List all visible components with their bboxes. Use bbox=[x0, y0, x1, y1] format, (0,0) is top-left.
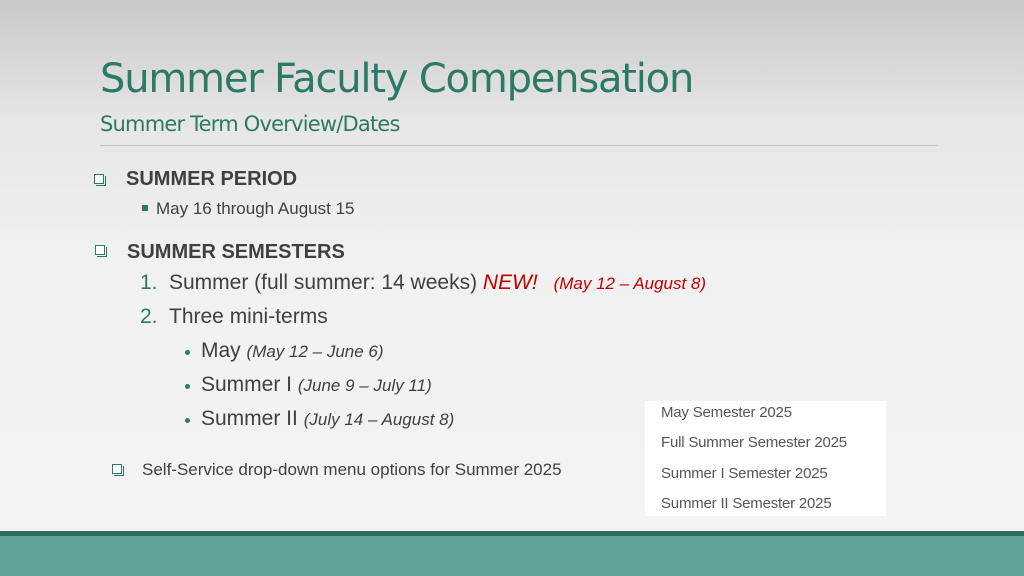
mini-term-name: Summer II bbox=[201, 407, 298, 430]
menu-option-full-summer-semester[interactable]: Full Summer Semester 2025 bbox=[661, 434, 847, 451]
menu-option-summer-i-semester[interactable]: Summer I Semester 2025 bbox=[661, 465, 828, 482]
semester-item-full-summer bbox=[169, 271, 706, 295]
hollow-square-icon bbox=[95, 245, 105, 255]
mini-term-dates: (June 9 – July 11) bbox=[297, 376, 432, 395]
mini-term-name: Summer I bbox=[201, 373, 293, 396]
mini-term-name: May bbox=[201, 339, 241, 362]
menu-option-may-semester[interactable]: May Semester 2025 bbox=[661, 404, 792, 421]
title-divider bbox=[100, 145, 938, 146]
semester-dates: (May 12 – August 8) bbox=[553, 274, 707, 293]
menu-option-summer-ii-semester[interactable]: Summer II Semester 2025 bbox=[661, 495, 832, 512]
semester-number: 2. bbox=[140, 305, 158, 328]
self-service-text: Self-Service drop-down menu options for Summer 2025 bbox=[142, 460, 562, 479]
slide-title: Summer Faculty Compensation bbox=[100, 56, 694, 102]
footer-band bbox=[0, 536, 1024, 576]
summer-period-detail: May 16 through August 15 bbox=[156, 199, 355, 218]
semester-label: Summer (full summer: 14 weeks) bbox=[169, 271, 478, 294]
mini-term-dates: (May 12 – June 6) bbox=[246, 342, 384, 361]
mini-term-dates: (July 14 – August 8) bbox=[303, 410, 455, 429]
hollow-square-icon bbox=[112, 464, 122, 474]
new-badge: NEW! bbox=[482, 271, 538, 294]
filled-square-icon bbox=[142, 205, 148, 211]
dot-icon bbox=[185, 384, 190, 389]
mini-term-may bbox=[201, 339, 384, 363]
semester-item-mini-terms: Three mini-terms bbox=[169, 305, 328, 328]
summer-semesters-heading: SUMMER SEMESTERS bbox=[127, 241, 345, 263]
dropdown-menu-options bbox=[645, 401, 886, 516]
mini-term-summer-ii bbox=[201, 407, 454, 431]
dot-icon bbox=[185, 418, 190, 423]
dot-icon bbox=[185, 350, 190, 355]
slide-subtitle: Summer Term Overview/Dates bbox=[100, 112, 400, 136]
mini-term-summer-i bbox=[201, 373, 432, 397]
hollow-square-icon bbox=[94, 174, 104, 184]
summer-period-heading: SUMMER PERIOD bbox=[126, 168, 298, 190]
semester-number: 1. bbox=[140, 271, 158, 294]
